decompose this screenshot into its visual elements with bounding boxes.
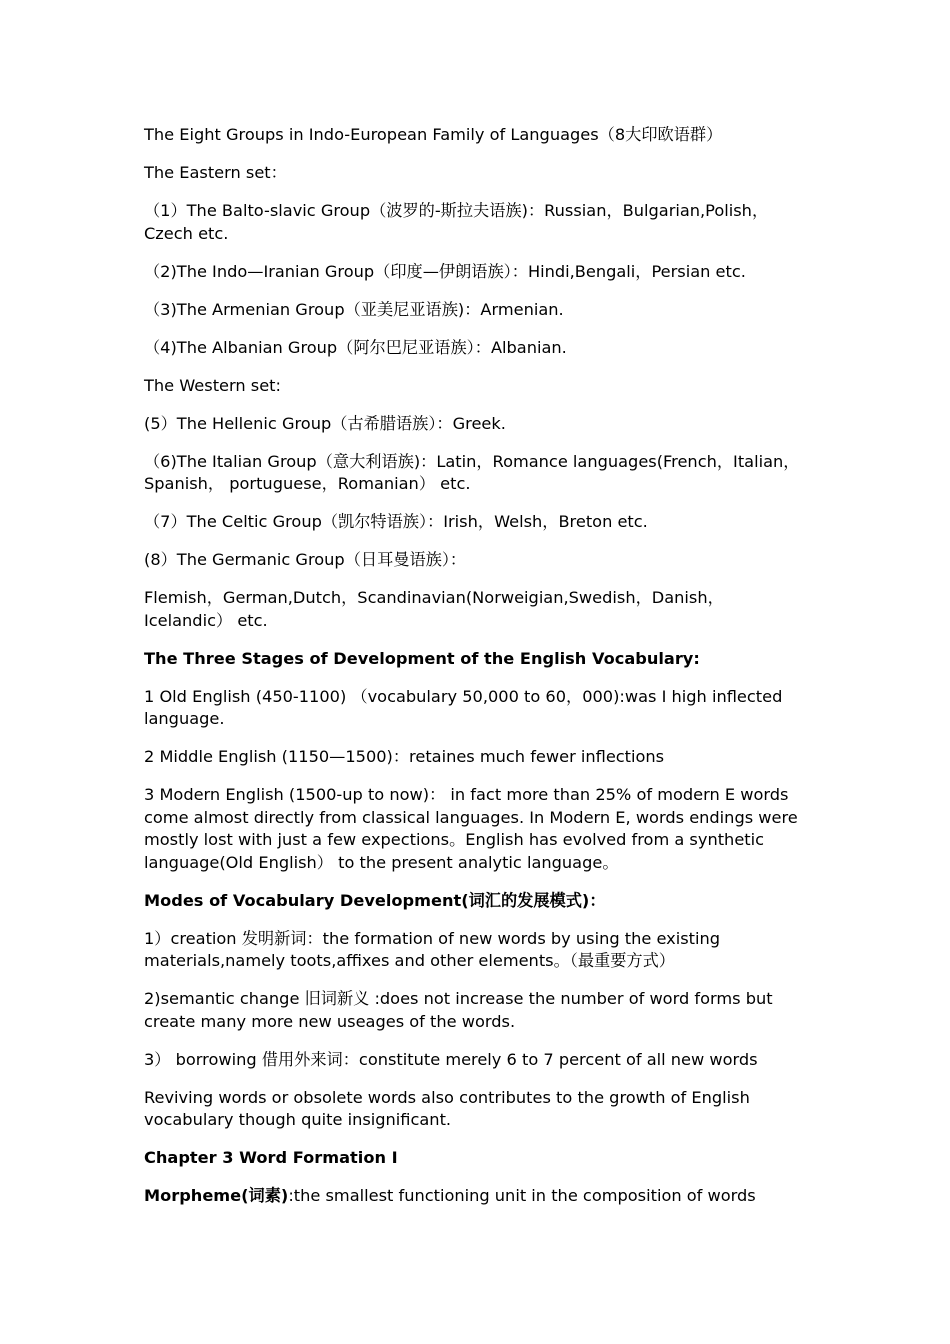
mode-creation: 1）creation 发明新词：the formation of new words by using the existing materials,namely toots,affixes and other elements。（最重要方式）: [144, 928, 721, 970]
morpheme-term: Morpheme(词素): [144, 1186, 289, 1205]
group-celtic: （7）The Celtic Group（凯尔特语族）：Irish，Welsh，Breton etc.: [144, 512, 648, 531]
group-balto-slavic: （1）The Balto-slavic Group（波罗的-斯拉夫语族)：Russian，Bulgarian,Polish，Czech etc.: [144, 201, 769, 243]
modes-heading: Modes of Vocabulary Development(词汇的发展模式)：: [144, 890, 606, 910]
reviving-words-note: Reviving words or obsolete words also contributes to the growth of English vocabulary though quite insignificant.: [144, 1087, 750, 1129]
group-germanic: (8）The Germanic Group（日耳曼语族）：: [144, 550, 467, 569]
mode-semantic-change: 2)semantic change 旧词新义 :does not increase the number of word forms but create many more new useages of the words.: [144, 989, 773, 1031]
stage-middle-english: 2 Middle English (1150—1500)：retaines much fewer inflections: [144, 747, 665, 766]
group-indo-iranian: （2)The Indo—Iranian Group（印度—伊朗语族）：Hindi,Bengali，Persian etc.: [144, 261, 746, 281]
chapter-3-heading: Chapter 3 Word Formation I: [144, 1148, 398, 1167]
mode-borrowing: 3） borrowing 借用外来词：constitute merely 6 to 7 percent of all new words: [144, 1049, 758, 1069]
eastern-set-heading: The Eastern set：: [144, 163, 287, 182]
morpheme-definition-text: :the smallest functioning unit in the composition of words: [288, 1186, 756, 1205]
germanic-languages: Flemish，German,Dutch，Scandinavian(Norweigian,Swedish，Danish，Icelandic） etc.: [144, 588, 724, 630]
stage-modern-english: 3 Modern English (1500-up to now)： in fact more than 25% of modern E words come almost directly from classical languages. In Modern E, words endings were mostly lost with just a few expections。English has evolved from a synthetic language(Old English） to the present analytic language。: [144, 785, 798, 872]
three-stages-heading: The Three Stages of Development of the English Vocabulary:: [144, 648, 700, 668]
morpheme-definition: [144, 1185, 804, 1208]
group-italian: （6)The Italian Group（意大利语族)：Latin，Romance languages(French，Italian，Spanish， portuguese，Romanian） etc.: [144, 451, 800, 493]
group-albanian: （4)The Albanian Group（阿尔巴尼亚语族）：Albanian.: [144, 337, 567, 357]
section-title-indo-european: The Eight Groups in Indo-European Family of Languages（8大印欧语群）: [144, 125, 723, 144]
stage-old-english: 1 Old English (450-1100) （vocabulary 50,000 to 60，000):was I high inflected language.: [144, 686, 783, 728]
group-hellenic: (5）The Hellenic Group（古希腊语族）：Greek.: [144, 413, 506, 433]
western-set-heading: The Western set:: [144, 375, 281, 395]
document-page: [144, 124, 804, 1223]
group-armenian: （3)The Armenian Group（亚美尼亚语族)：Armenian.: [144, 299, 564, 319]
